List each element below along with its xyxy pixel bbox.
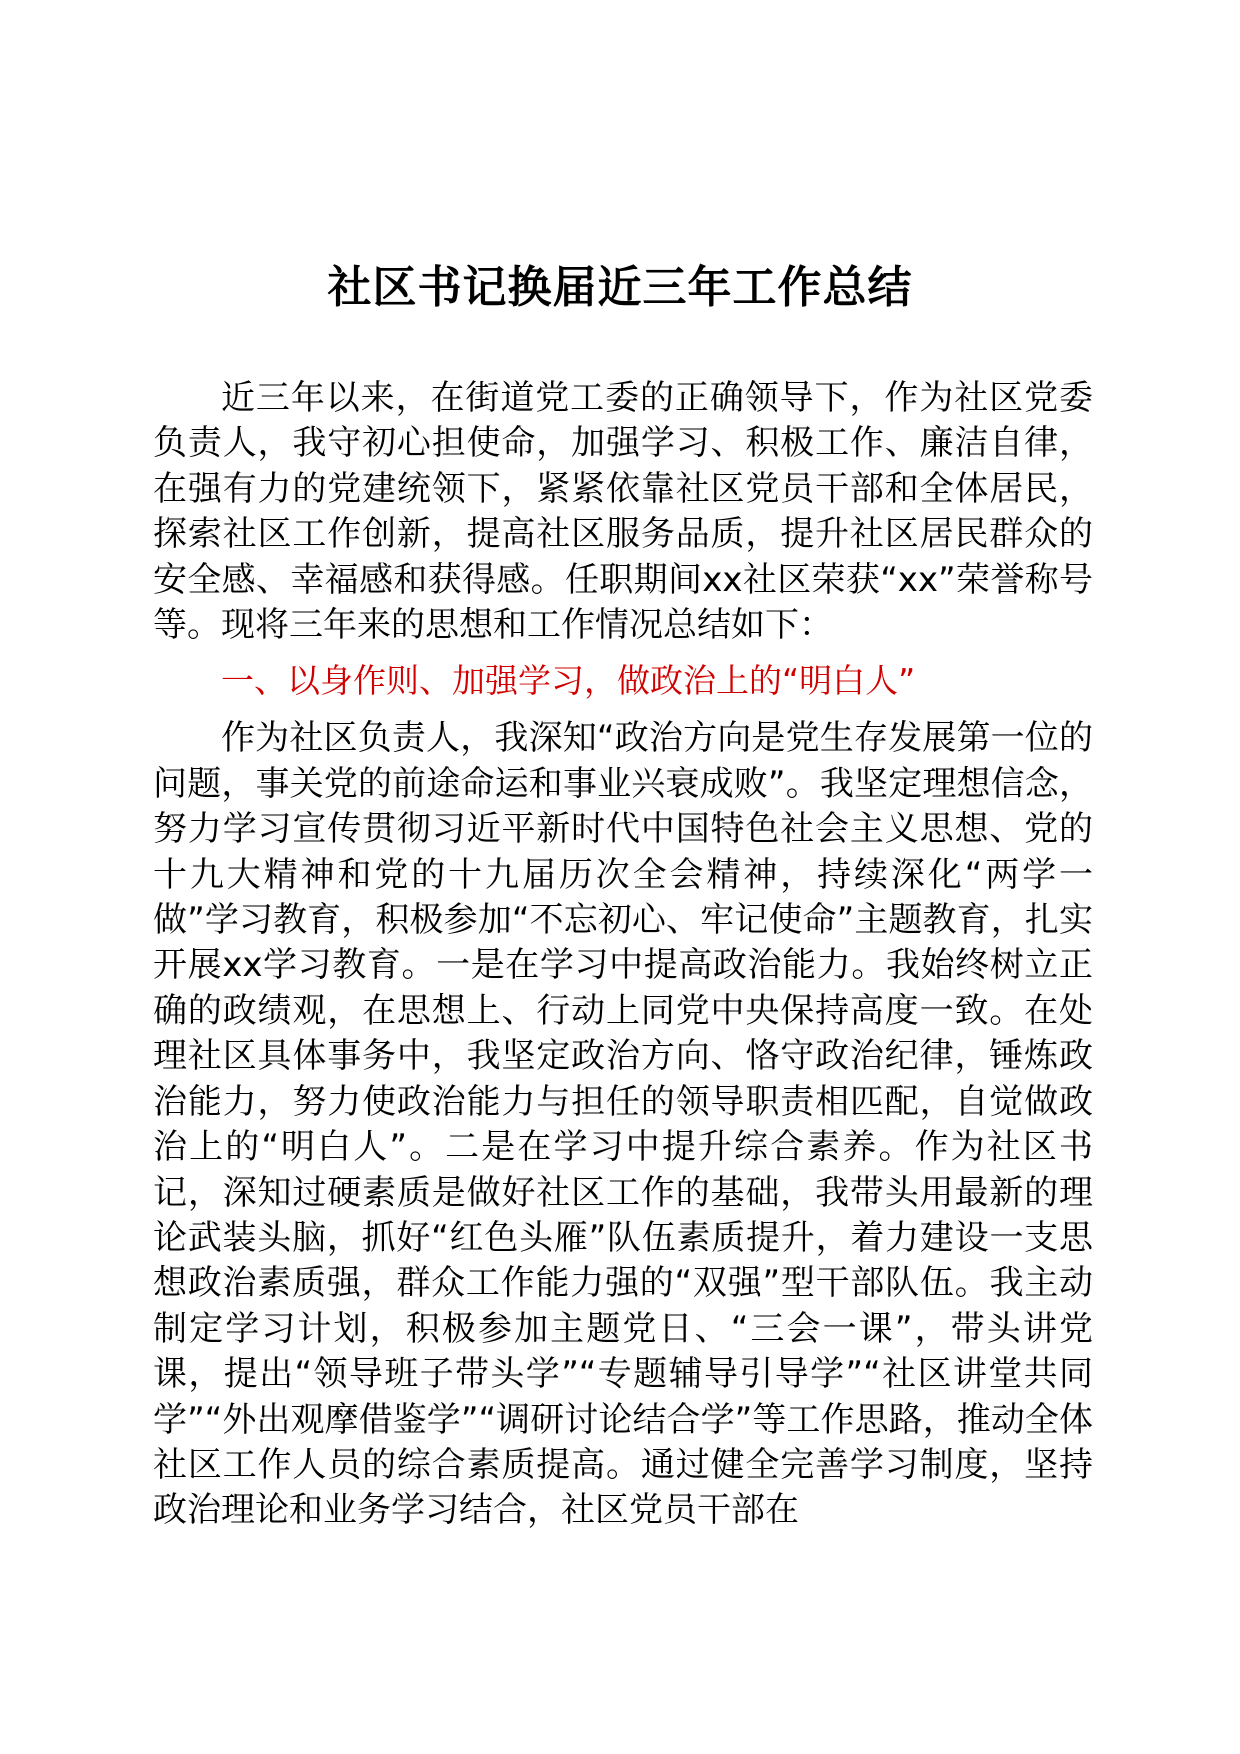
document-title: 社区书记换届近三年工作总结	[327, 262, 913, 313]
section-heading-1: 一、以身作则、加强学习，做政治上的“明白人”	[221, 661, 916, 701]
intro-paragraph: 近三年以来，在街道党工委的正确领导下，作为社区党委负责人，我守初心担使命，加强学习、积极工作、廉洁自律，在强有力的党建统领下，紧紧依靠社区党员干部和全体居民，探索社区工作创新，提高社区服务品质，提升社区居民群众的安全感、幸福感和获得感。任职期间xx社区荣获“xx”荣誉称号等。现将三年来的思想和工作情况总结如下：	[153, 378, 1093, 646]
section-1-paragraph: 作为社区负责人，我深知“政治方向是党生存发展第一位的问题，事关党的前途命运和事业兴衰成败”。我坚定理想信念，努力学习宣传贯彻习近平新时代中国特色社会主义思想、党的十九大精神和党的十九届历次全会精神，持续深化“两学一做”学习教育，积极参加“不忘初心、牢记使命”主题教育，扎实开展xx学习教育。一是在学习中提高政治能力。我始终树立正确的政绩观，在思想上、行动上同党中央保持高度一致。在处理社区具体事务中，我坚定政治方向、恪守政治纪律，锤炼政治能力，努力使政治能力与担任的领导职责相匹配，自觉做政治上的“明白人”。二是在学习中提升综合素养。作为社区书记，深知过硬素质是做好社区工作的基础，我带头用最新的理论武装头脑，抓好“红色头雁”队伍素质提升，着力建设一支思想政治素质强，群众工作能力强的“双强”型干部队伍。我主动制定学习计划，积极参加主题党日、“三会一课”，带头讲党课，提出“领导班子带头学”“专题辅导引导学”“社区讲堂共同学”“外出观摩借鉴学”“调研讨论结合学”等工作思路，推动全体社区工作人员的综合素质提高。通过健全完善学习制度，坚持政治理论和业务学习结合，社区党员干部在	[153, 718, 1093, 1531]
document-body	[153, 376, 1093, 1534]
